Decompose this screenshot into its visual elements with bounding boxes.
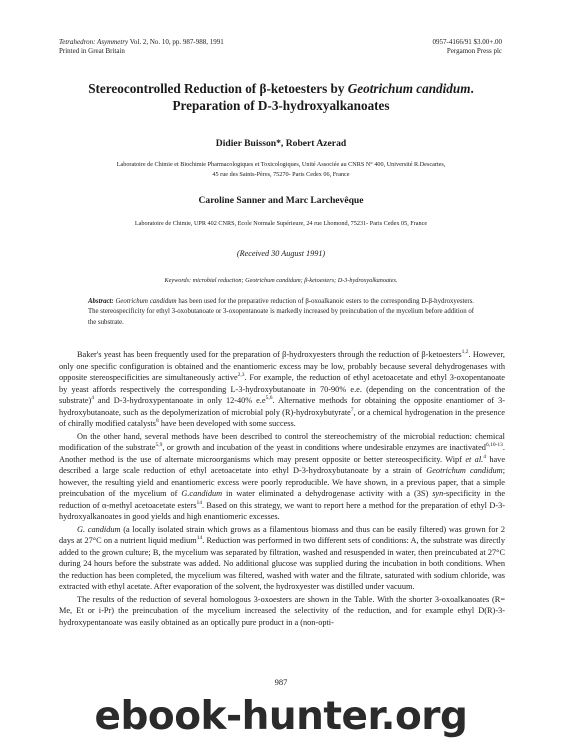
watermark: ebook-hunter.org [94, 694, 468, 739]
paragraph-1: Baker's yeast has been frequently used for the preparation of β-hydroxyesters through the reduction of β-ketoesters$^{1,2}$. However, only one specific configuration is obtained and the enantiomeric excess may be low, probably because several dehydrogenases with opposite stereospecificities are simultaneously active$^{2,3}$. For example, the reduction of ethyl acetoacetate and ethyl 3-oxopentanoate by yeast affords respectively the corresponding L-3-hydroxybutanoate in 70-90% e.e. (depending on the concentration of the substrate)$^4$ and D-3-hydroxypentanoate in only 12-40% $e.e^{5,6}$. Alternative methods for obtaining the opposite enantiomer of 3-hydroxybutanoate, such as the depolymerization of microbial poly (R)-hydroxybutyrate$^7$, or a chemical hydrogenation in the presence of chirally modified catalysts$^8$ have been developed with some success. [59, 349, 505, 428]
author-group-1: Didier Buisson*, Robert Azerad [215, 138, 347, 149]
running-header-right [433, 38, 502, 55]
title-organism: Geotrichum candidum [347, 81, 471, 96]
affiliation-2: Laboratoire de Chimie, UPR 402 CNRS, Ecole Normale Supérieure, 24 rue Lhomond, 75231- Paris Cedex 05, France [134, 220, 428, 227]
paper-title: Stereocontrolled Reduction of β-ketoesters by Geotrichum candidum. Preparation of D-3-hydroxyalkanoates [88, 81, 474, 113]
abstract: Abstract: Geotrichum candidum has been used for the preparative reduction of β-oxoalkanoic esters to the corresponding D-β-hydroxyesters. The stereospecificity for ethyl 3-oxobutanoate or 3-oxopentanoate is markedly increased by preincubation of the mycelium before addition of the substrate. [88, 298, 474, 326]
page-number: 987 [274, 677, 288, 687]
keywords: Keywords: microbial reduction; Geotrichum candidum; β-ketoesters; D-3-hydroxyalkanoates. [164, 277, 398, 284]
received-date: (Received 30 August 1991) [236, 249, 326, 258]
paragraph-3: G. candidum (a locally isolated strain which grows as a filamentous biomass and thus can be easily filtered) was grown for 2 days at 27°C on a nutrient liquid medium$^{14}$. Reduction was performed in two different sets of conditions: A, the substrate was directly added to the grown culture; B, the mycelium was separated by filtration, washed and resuspended in water, then preincubated at 27°C during 24 hours before the substrate was added. No additional glucose was supplied during the incubation in both conditions. When the reduction has been completed, the mycelium was filtered, washed with water and the filtrate, saturated with sodium chloride, was extracted with ethyl acetate. After evaporation of the solvent, the hydroxyester was distilled under vacuum. [59, 524, 505, 591]
issn-code: 0957-4166/91 $3.00+.00 [432, 38, 502, 46]
author-group-2: Caroline Sanner and Marc Larchevêque [198, 195, 364, 206]
journal-name: Tetrahedron: Asymmetry [59, 38, 129, 46]
affiliation-1: Laboratoire de Chimie et Biochimie Pharmacologiques et Toxicologiques, Unité Associée au CNRS N° 400, Université R.Descartes, 45 rue des Saints-Pères, 75270- Paris Cedex 06, France [116, 161, 446, 178]
publisher: Pergamon Press plc [446, 46, 502, 55]
running-header-left [59, 38, 224, 55]
body-text [59, 349, 505, 628]
paragraph-2: On the other hand, several methods have been described to control the stereochemistry of the microbial reduction: chemical modification of the substrate$^{5,9}$, or growth and incubation of the yeast in conditions where undesirable enzymes are inactivated$^{6,10-13}$. Another method is the use of alternate microorganisms which may present opposite or better stereospecificity. Wipf et al.$^4$ have described a large scale reduction of ethyl acetoacetate into ethyl D-3-hydroxybutanoate by a strain of Geotrichum candidum; however, the resulting yield and enantiomeric excess were poorly reproducible. We have shown, in a previous paper, that a simple preincubation of the mycelium of G.candidum in water eliminated a dehydrogenase activity with a (3S) syn-specificity in the reduction of α-methyl acetoacetate esters$^{14}$. Based on this strategy, we want to report here a method for the preparation of ethyl D-3-hydroxyalkanoates in good yields and high enantiomeric excesses. [59, 431, 506, 521]
abstract-label: Abstract: [88, 298, 114, 305]
paragraph-4: The results of the reduction of several homologous 3-oxoesters are shown in the Table. With the shorter 3-oxoalkanoates (R= Me, Et or i-Pr) the preincubation of the mycelium increased the selectivity of the reduction, and for example ethyl D(R)-3-hydroxypentanoate was easily obtained as an optically pure product in a (non-opti- [59, 594, 505, 627]
volume-info: Vol. 2, No. 10, pp. 987-988, 1991 [129, 38, 224, 46]
printed-in: Printed in Great Britain [59, 46, 125, 55]
